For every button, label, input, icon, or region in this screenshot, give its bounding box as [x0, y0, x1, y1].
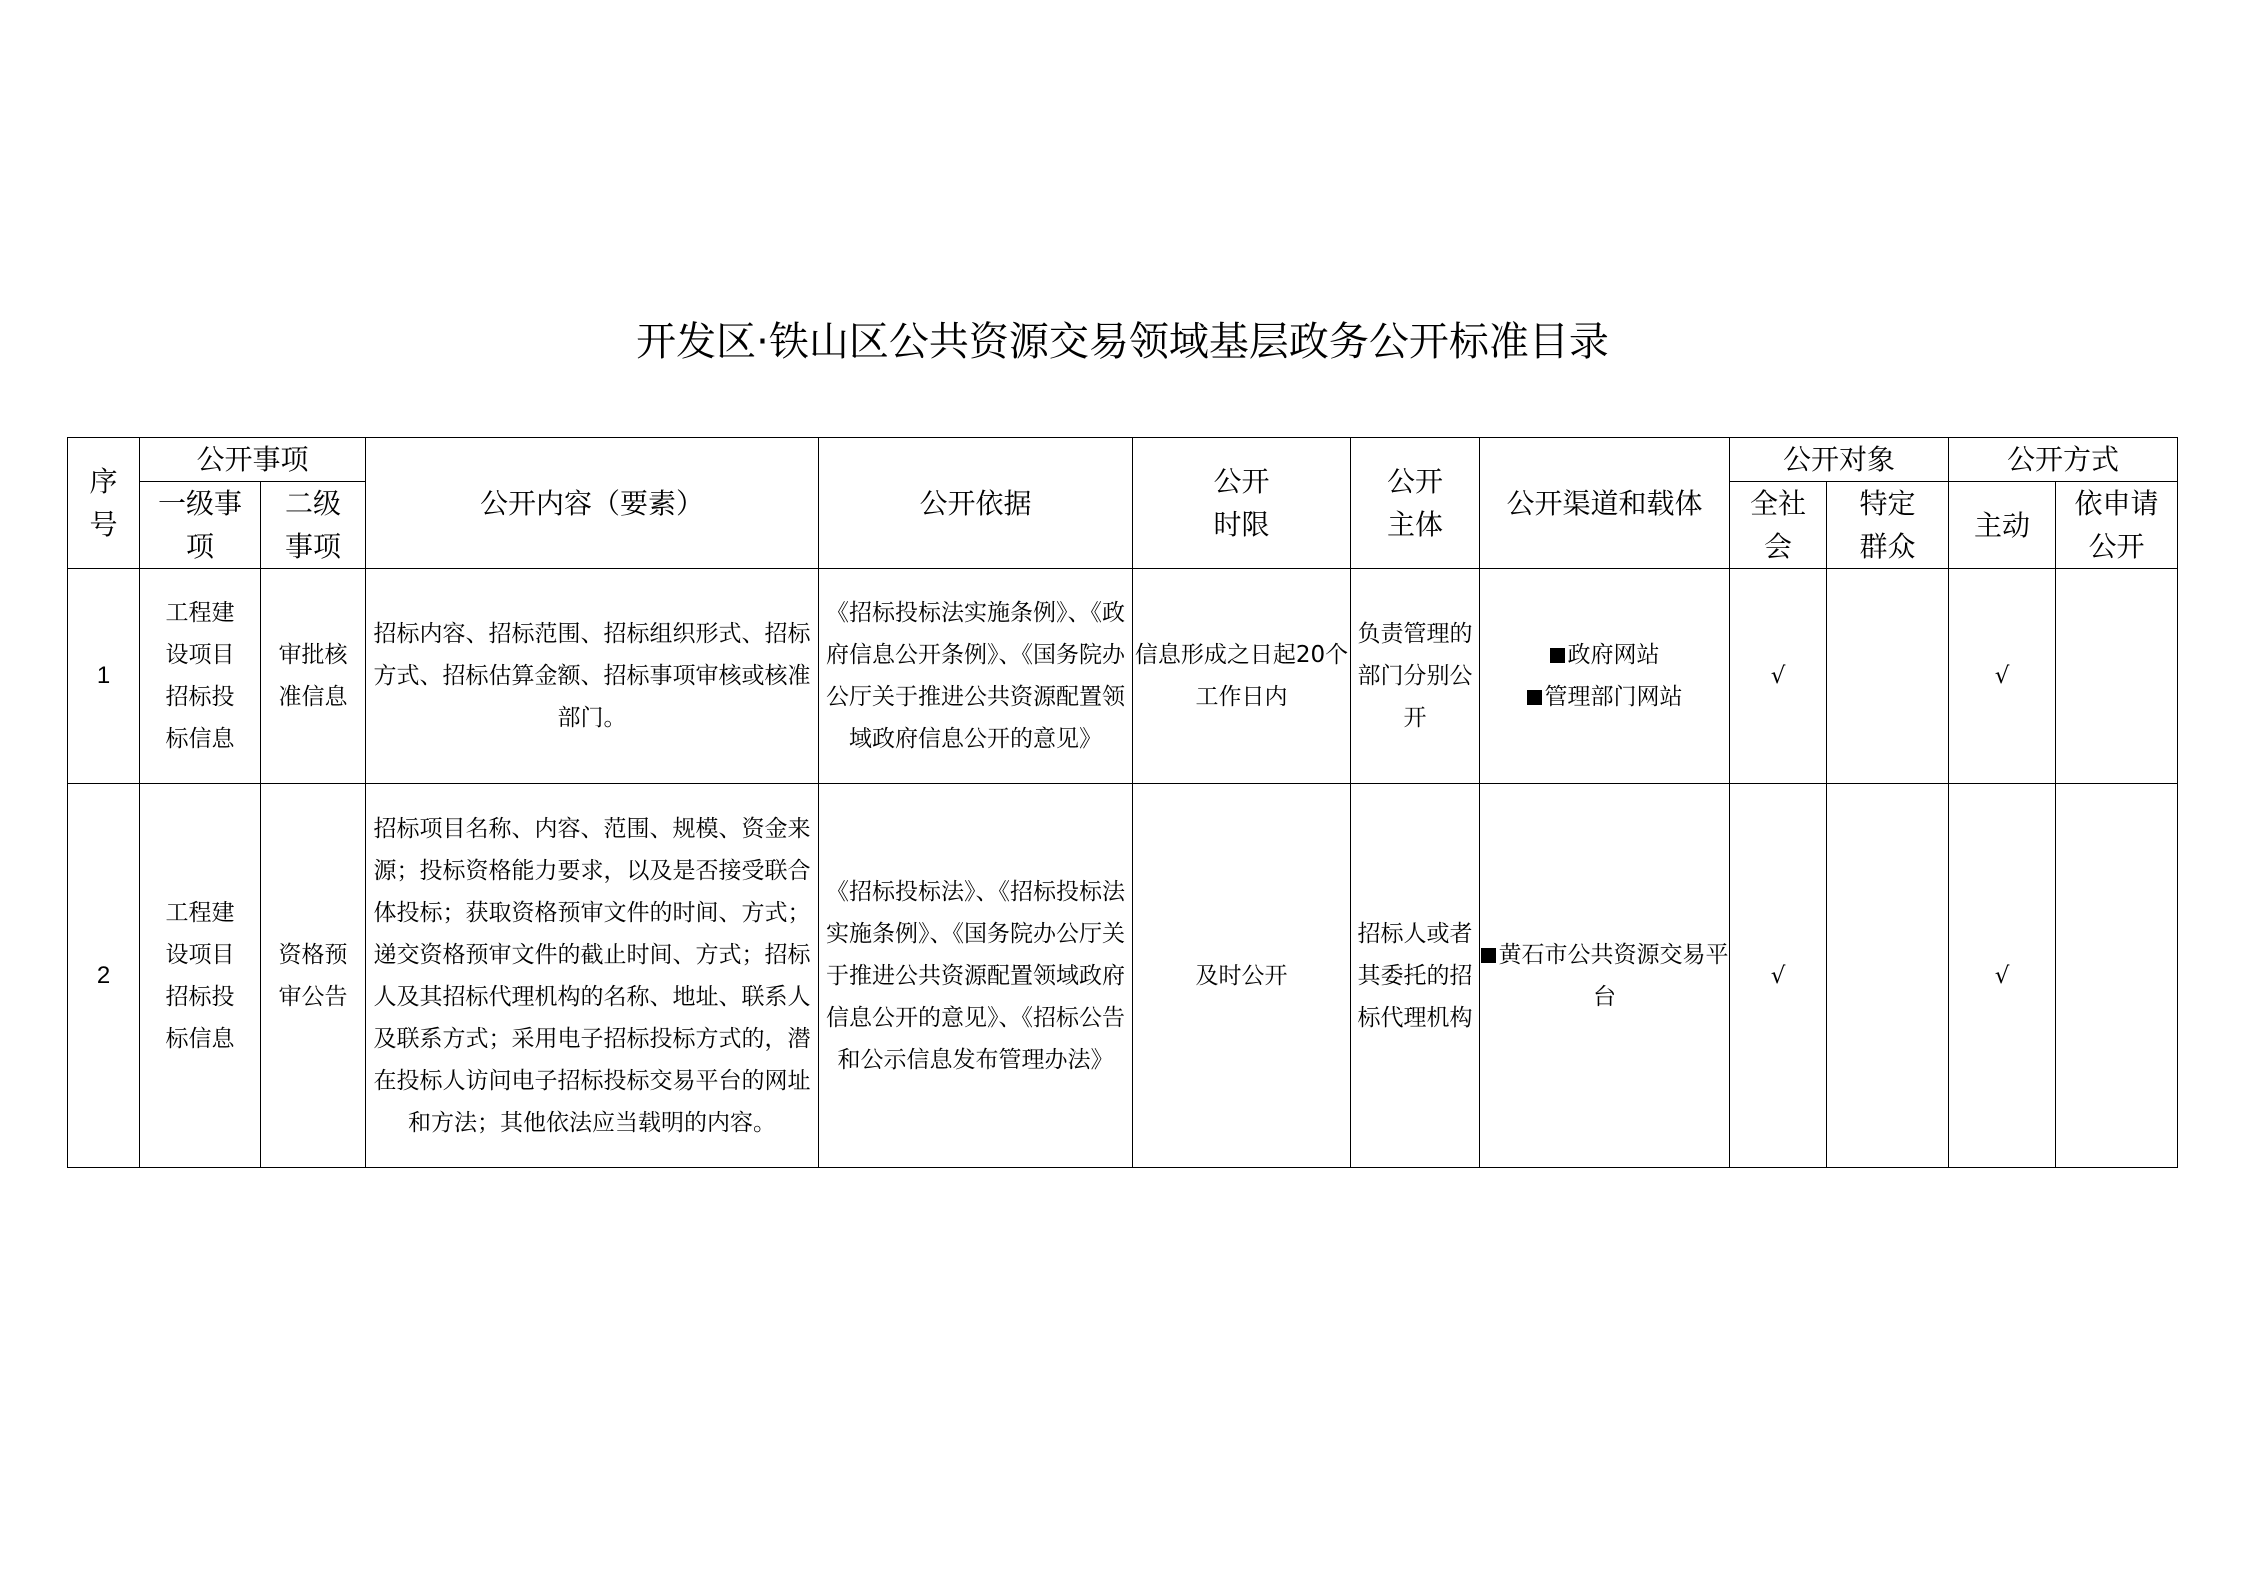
row-channels: [1480, 784, 1730, 1168]
table-header: [68, 438, 2178, 569]
header-specific-groups: 特定群众: [1827, 482, 1949, 569]
row-level1: 工程建设项目招标投标信息: [140, 784, 261, 1168]
row-time-limit: 信息形成之日起20个工作日内: [1133, 569, 1351, 784]
row-level2: 审批核准信息: [261, 569, 366, 784]
table-row: [68, 569, 2178, 784]
header-on-request: 依申请公开: [2056, 482, 2178, 569]
table-row: [68, 784, 2178, 1168]
channel-item: 政府网站: [1480, 634, 1729, 676]
header-level1: 一级事项: [140, 482, 261, 569]
header-seq: 序号: [68, 438, 140, 569]
row-time-limit: 及时公开: [1133, 784, 1351, 1168]
header-target: 公开对象: [1730, 438, 1949, 482]
header-active: 主动: [1949, 482, 2056, 569]
row-whole-society: √: [1730, 784, 1827, 1168]
row-specific-groups: [1827, 784, 1949, 1168]
square-bullet-icon: [1550, 648, 1565, 663]
page-title: 开发区·铁山区公共资源交易领域基层政务公开标准目录: [636, 319, 1609, 365]
square-bullet-icon: [1527, 690, 1542, 705]
row-active: √: [1949, 569, 2056, 784]
row-subject: 负责管理的部门分别公开: [1351, 569, 1480, 784]
channel-item: 黄石市公共资源交易平台: [1480, 934, 1729, 1018]
header-matters: 公开事项: [140, 438, 366, 482]
square-bullet-icon: [1481, 948, 1496, 963]
row-content: 招标项目名称、内容、范围、规模、资金来源；投标资格能力要求，以及是否接受联合体投标；获取资格预审文件的时间、方式；递交资格预审文件的截止时间、方式；招标人及其招标代理机构的名称、地址、联系人及联系方式；采用电子招标投标方式的，潜在投标人访问电子招标投标交易平台的网址和方法；其他依法应当载明的内容。: [366, 784, 819, 1168]
row-on-request: [2056, 784, 2178, 1168]
row-active: √: [1949, 784, 2056, 1168]
row-on-request: [2056, 569, 2178, 784]
row-subject: 招标人或者其委托的招标代理机构: [1351, 784, 1480, 1168]
header-basis: 公开依据: [819, 438, 1133, 569]
channel-item: 管理部门网站: [1480, 676, 1729, 718]
header-level2: 二级事项: [261, 482, 366, 569]
row-seq: 2: [68, 784, 140, 1168]
row-seq: 1: [68, 569, 140, 784]
header-time-limit: 公开时限: [1133, 438, 1351, 569]
header-channel: 公开渠道和载体: [1480, 438, 1730, 569]
row-level2: 资格预审公告: [261, 784, 366, 1168]
row-basis: 《招标投标法实施条例》、《政府信息公开条例》、《国务院办公厅关于推进公共资源配置领域政府信息公开的意见》: [819, 569, 1133, 784]
row-whole-society: √: [1730, 569, 1827, 784]
row-channels: [1480, 569, 1730, 784]
header-whole-society: 全社会: [1730, 482, 1827, 569]
header-content: 公开内容（要素）: [366, 438, 819, 569]
catalog-table: [67, 437, 2178, 1168]
row-level1: 工程建设项目招标投标信息: [140, 569, 261, 784]
header-method: 公开方式: [1949, 438, 2178, 482]
row-specific-groups: [1827, 569, 1949, 784]
row-basis: 《招标投标法》、《招标投标法实施条例》、《国务院办公厅关于推进公共资源配置领域政府信息公开的意见》、《招标公告和公示信息发布管理办法》: [819, 784, 1133, 1168]
row-content: 招标内容、招标范围、招标组织形式、招标方式、招标估算金额、招标事项审核或核准部门。: [366, 569, 819, 784]
header-subject: 公开主体: [1351, 438, 1480, 569]
